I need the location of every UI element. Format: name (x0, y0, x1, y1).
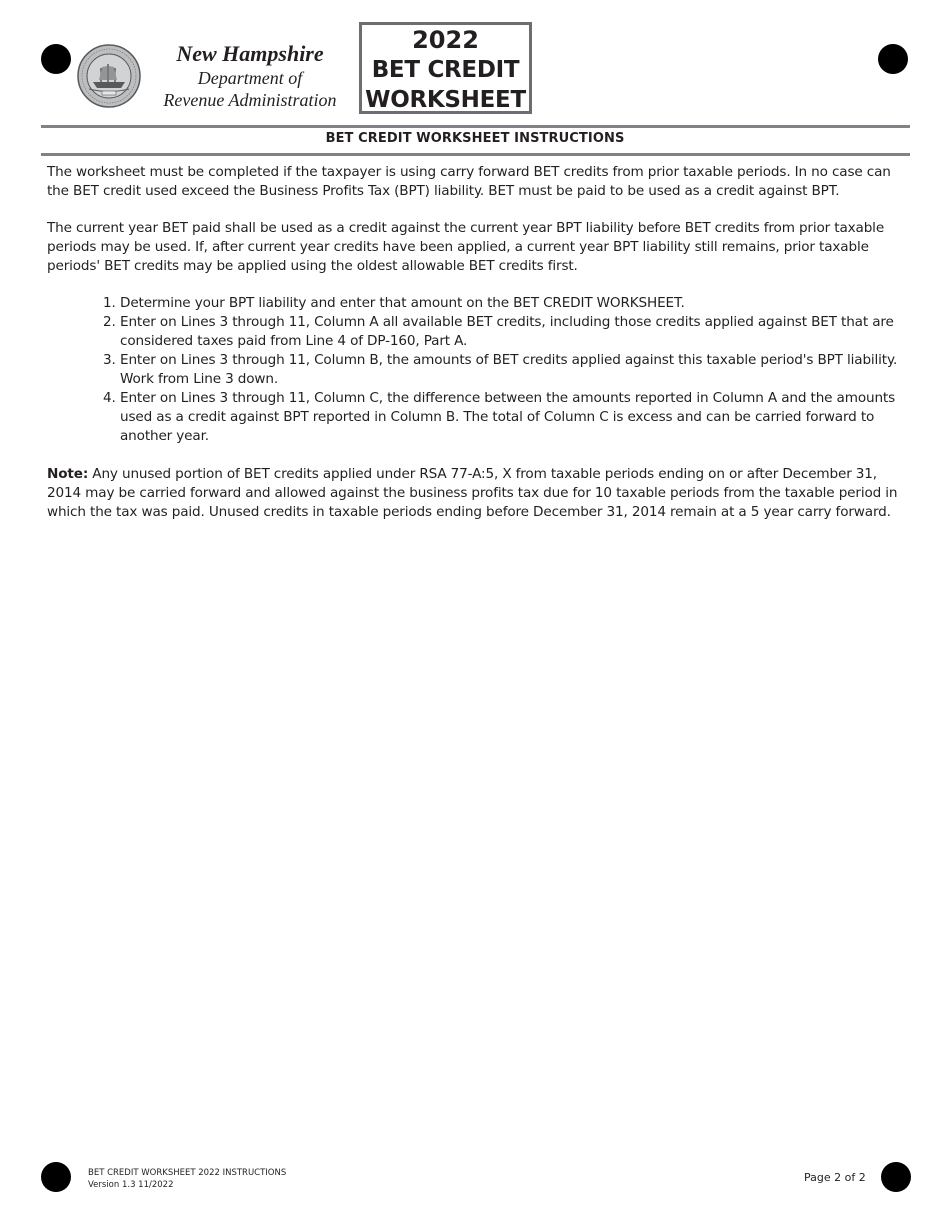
note-label: Note: (47, 466, 89, 482)
footer-page-number: Page 2 of 2 (804, 1171, 866, 1184)
paragraph-intro: The worksheet must be completed if the taxpayer is using carry forward BET credits from prior taxable periods. In no case can the BET credit used exceed the Business Profits Tax (BPT) liability. BET must be paid to be used as a credit against BPT. (47, 164, 891, 199)
step-item (103, 351, 907, 389)
footer-form-info (88, 1167, 286, 1191)
step-number: 4. (103, 390, 116, 406)
step-number: 1. (103, 295, 116, 311)
paragraph-current-year: The current year BET paid shall be used as a credit against the current year BPT liability before BET credits from prior taxable periods may be used. If, after current year credits have been applied, a current year BPT liability still remains, prior taxable periods' BET credits may be applied using the oldest allowable BET credits first. (47, 220, 885, 274)
step-text: Enter on Lines 3 through 11, Column A all available BET credits, including those credits applied against BET that are considered taxes paid from Line 4 of DP-160, Part A. (120, 314, 894, 349)
note-paragraph (47, 465, 907, 522)
steps-list (47, 294, 907, 446)
step-item (103, 294, 907, 313)
footer-version: Version 1.3 11/2022 (88, 1180, 174, 1190)
step-number: 2. (103, 314, 116, 330)
form-year: 2022 (412, 26, 479, 54)
form-title-line-1: BET CREDIT (371, 57, 520, 83)
step-item (103, 313, 907, 351)
state-name: New Hampshire (176, 41, 324, 66)
form-title-box (359, 22, 532, 114)
department-line-2: Revenue Administration (163, 90, 337, 110)
department-line-1: Department of (197, 68, 303, 88)
registration-mark-bottom-right (881, 1162, 911, 1192)
step-text: Enter on Lines 3 through 11, Column C, the difference between the amounts reported in Column A and the amounts used as a credit against BPT reported in Column B. The total of Column C is excess and can be carried forward to another year. (120, 390, 896, 444)
section-title: BET CREDIT WORKSHEET INSTRUCTIONS (325, 131, 625, 146)
step-item (103, 389, 907, 446)
step-number: 3. (103, 352, 116, 368)
footer-form-name: BET CREDIT WORKSHEET 2022 INSTRUCTIONS (88, 1168, 287, 1178)
form-title-line-2: WORKSHEET (365, 87, 526, 113)
section-rule-top (41, 125, 910, 128)
registration-mark-bottom-left (41, 1162, 71, 1192)
note-text: Any unused portion of BET credits applied under RSA 77-A:5, X from taxable periods ending on or after December 31, 2014 may be carried forward and allowed against the business profits tax due for 10 taxable periods from the taxable period in which the tax was paid. Unused credits in taxable periods ending before December 31, 2014 remain at a 5 year carry forward. (47, 466, 898, 520)
registration-mark-top-right (878, 44, 908, 74)
step-text: Enter on Lines 3 through 11, Column B, the amounts of BET credits applied against this taxable period's BPT liability. Work from Line 3 down. (120, 352, 898, 387)
registration-mark-top-left (41, 44, 71, 74)
instructions-body (47, 163, 907, 540)
agency-name (145, 41, 355, 111)
section-rule-bottom (41, 153, 910, 156)
state-seal-icon (77, 44, 141, 108)
step-text: Determine your BPT liability and enter that amount on the BET CREDIT WORKSHEET. (120, 295, 685, 311)
